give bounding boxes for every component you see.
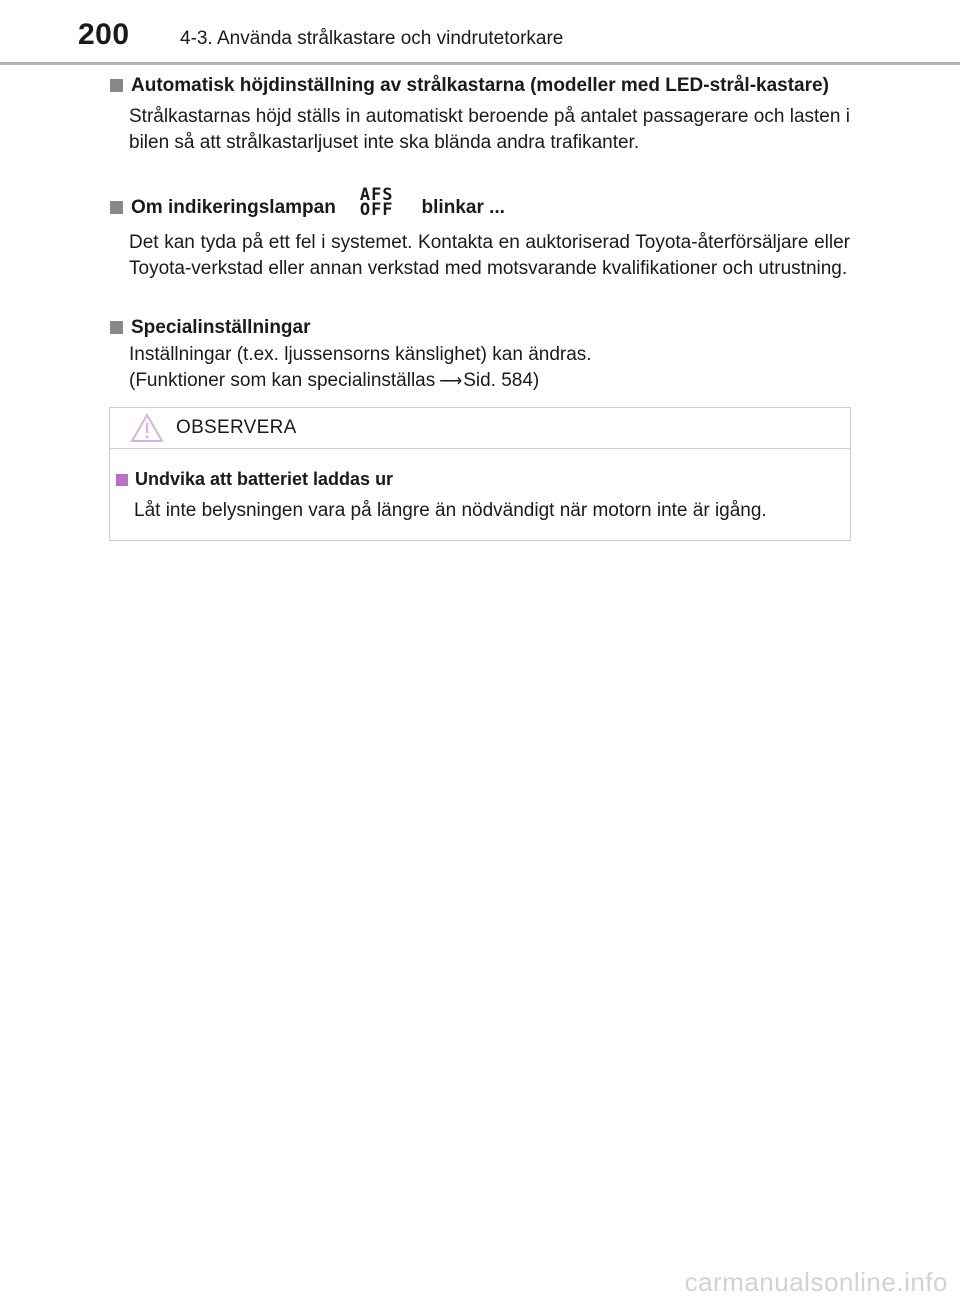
warning-triangle-icon [130, 413, 164, 443]
afs-icon-line1: AFS [359, 184, 394, 205]
bullet-square-icon [110, 201, 123, 214]
chapter-title: 4-3. Använda strålkastare och vindrutetorkare [180, 28, 564, 49]
bullet-square-icon [110, 79, 123, 92]
section-body-line2 [129, 368, 850, 395]
notice-bullet-icon [116, 474, 128, 486]
section-heading [110, 316, 850, 340]
section-body [129, 342, 850, 395]
notice-box [109, 407, 851, 541]
section-body: Det kan tyda på ett fel i systemet. Kontakta en auktoriserad Toyota-återförsäljare eller Toyota-verkstad eller annan verkstad med motsvarande kvalifikationer och utrustning. [129, 232, 850, 279]
section-body-line1: Inställningar (t.ex. ljussensorns känslighet) kan ändras. [129, 344, 592, 365]
afs-icon-line2: OFF [359, 199, 394, 220]
section-customization [110, 316, 850, 395]
bullet-square-icon [110, 321, 123, 334]
notice-subheading [116, 469, 850, 490]
section-auto-leveling [110, 74, 850, 156]
section-body: Strålkastarnas höjd ställs in automatiskt beroende på antalet passagerare och lasten i bilen så att strålkastarljuset inte ska blända andra trafikanter. [129, 106, 850, 153]
reference-text: (Funktioner som kan specialinställas [129, 370, 436, 391]
section-title-part1: Om indikeringslampan [131, 197, 336, 218]
header-rule [0, 62, 960, 65]
section-title [131, 184, 505, 220]
notice-title: OBSERVERA [176, 417, 297, 438]
section-title: Automatisk höjdinställning av strålkastarna (modeller med LED-strål-kastare) [131, 75, 829, 96]
section-heading [110, 184, 850, 220]
page-reference[interactable]: Sid. 584) [463, 370, 540, 391]
section-heading [110, 74, 850, 98]
section-title: Specialinställningar [131, 317, 311, 338]
watermark: carmanualsonline.info [684, 1267, 948, 1297]
afs-off-indicator-icon [359, 184, 394, 220]
notice-subheading-text: Undvika att batteriet laddas ur [135, 469, 394, 489]
notice-text: Låt inte belysningen vara på längre än nödvändigt när motorn inte är igång. [134, 500, 767, 521]
section-indicator-lamp [110, 184, 850, 282]
notice-header [110, 408, 850, 449]
arrow-right-icon: ⟶ [439, 373, 463, 390]
page-number: 200 [78, 18, 130, 51]
section-title-part2: blinkar ... [421, 197, 505, 218]
